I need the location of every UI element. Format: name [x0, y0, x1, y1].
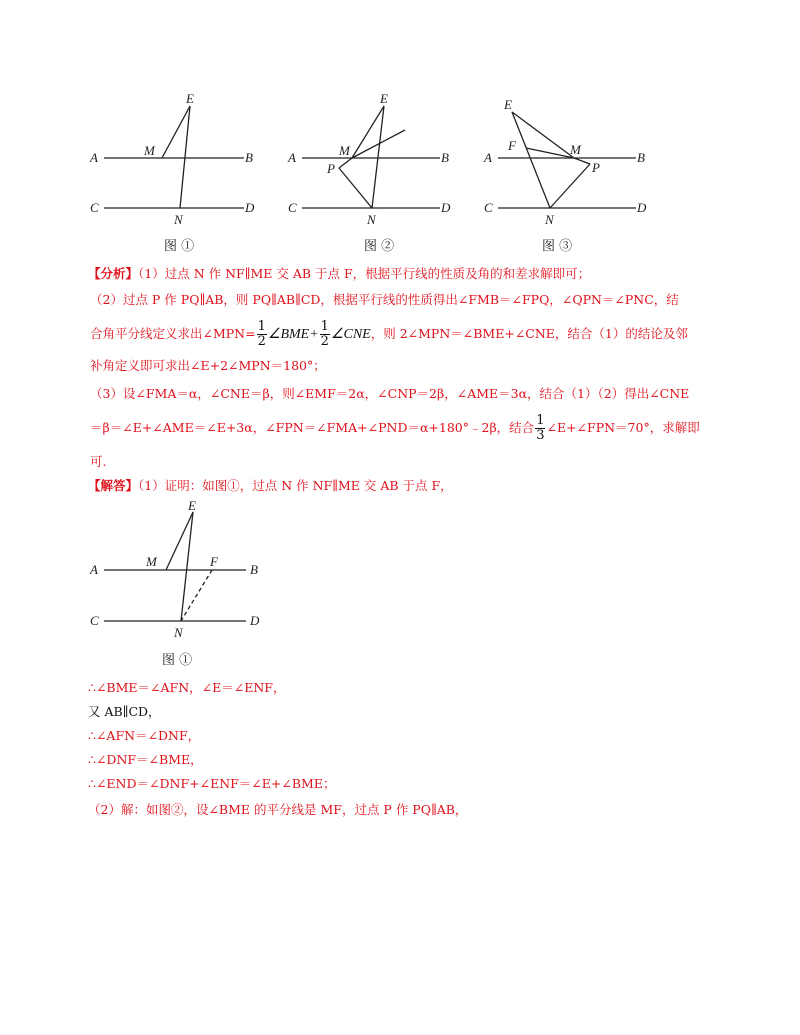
- figure-3-caption: 图 ③: [542, 239, 573, 254]
- segment-mp: [339, 158, 352, 168]
- segment-pn: [550, 164, 590, 208]
- solution-step-3: [88, 728, 200, 744]
- segment-en: [372, 106, 384, 208]
- label-m: M: [144, 143, 155, 158]
- label-m: M: [570, 142, 581, 157]
- solution-step-6: [88, 802, 467, 818]
- analysis-text: ，则 2∠MPN＝∠BME+∠CNE，结合（1）的结论及邻: [370, 326, 688, 341]
- label-d: D: [441, 200, 451, 215]
- label-m: M: [339, 143, 350, 158]
- segment-en: [181, 512, 193, 621]
- analysis-line-1: [88, 266, 590, 282]
- analysis-text: ＝β＝∠E+∠AME＝∠E+3α，∠FPN＝∠FMA+∠PND＝α+180°﹣2β，结合: [90, 420, 535, 435]
- solution-step-text: ∴∠END＝∠DNF+∠ENF＝∠E+∠BME；: [88, 776, 336, 791]
- label-a: A: [90, 562, 98, 577]
- analysis-line-4: [90, 358, 326, 374]
- figure-1-caption: 图 ①: [164, 239, 195, 254]
- label-n: N: [174, 625, 183, 640]
- figure-2: [284, 92, 459, 257]
- label-n: N: [367, 212, 376, 227]
- solution-step-text: ∴∠AFN＝∠DNF，: [88, 728, 201, 743]
- solution-step-text: （2）解：如图②，设∠BME 的平分线是 MF，过点 P 作 PQ∥AB，: [88, 802, 468, 817]
- label-b: B: [441, 150, 449, 165]
- figure-1-diagram: [86, 92, 256, 257]
- figure-4-diagram: [88, 500, 263, 670]
- label-p: P: [327, 161, 335, 176]
- solution-step-5: [88, 776, 335, 792]
- analysis-text: （3）设∠FMA＝α，∠CNE＝β，则∠EMF＝2α，∠CNP＝2β，∠AME＝3α，结合（1）（2）得出∠CNE: [90, 386, 690, 401]
- label-n: N: [545, 212, 554, 227]
- fraction-one-half-a: $\frac{1}{2}$: [257, 319, 266, 349]
- analysis-text: 合角平分线定义求出∠MPN=: [90, 326, 256, 341]
- label-b: B: [245, 150, 253, 165]
- analysis-line-3: [90, 316, 688, 353]
- figure-4: [88, 500, 263, 670]
- label-e: E: [186, 91, 194, 106]
- analysis-text: 可.: [90, 454, 107, 469]
- term-cne: ∠CNE: [330, 327, 371, 342]
- label-n: N: [174, 212, 183, 227]
- solution-step-text: ∴∠BME＝∠AFN，∠E＝∠ENF，: [88, 680, 286, 695]
- label-c: C: [90, 613, 99, 628]
- analysis-text: 补角定义即可求出∠E+2∠MPN＝180°；: [90, 358, 326, 373]
- label-a: A: [484, 150, 492, 165]
- figure-1: [86, 92, 256, 257]
- label-d: D: [245, 200, 255, 215]
- fraction-one-third: $\frac{1}{3}$: [536, 413, 545, 443]
- label-d: D: [637, 200, 647, 215]
- solution-step-1: [88, 680, 285, 696]
- analysis-line-6: [90, 410, 700, 446]
- label-e: E: [188, 498, 196, 513]
- figure-3: [480, 92, 655, 257]
- label-f: F: [210, 554, 218, 569]
- solution-step-text: 又 AB∥CD，: [88, 704, 161, 719]
- label-c: C: [90, 200, 99, 215]
- segment-mp: [574, 158, 590, 164]
- analysis-tag: 【分析】: [88, 266, 139, 281]
- analysis-text: （2）过点 P 作 PQ∥AB，则 PQ∥AB∥CD，根据平行线的性质得出∠FMB＝∠FPQ，∠QPN＝∠PNC，结: [90, 292, 679, 307]
- analysis-line-7: [90, 454, 106, 470]
- fraction-one-half-b: $\frac{1}{2}$: [320, 319, 329, 349]
- term-bme: ∠BME+: [267, 327, 319, 342]
- label-m: M: [146, 554, 157, 569]
- label-d: D: [250, 613, 260, 628]
- label-c: C: [288, 200, 297, 215]
- solution-line-1: [88, 478, 453, 494]
- solution-step-2: [88, 704, 161, 720]
- analysis-text: ∠E+∠FPN＝70°，求解即: [546, 420, 700, 435]
- analysis-text: （1）过点 N 作 NF∥ME 交 AB 于点 F，根据平行线的性质及角的和差求解即可；: [138, 266, 591, 281]
- label-f: F: [508, 138, 516, 153]
- label-e: E: [380, 91, 388, 106]
- segment-me: [166, 512, 193, 570]
- analysis-line-5: [90, 386, 689, 402]
- label-c: C: [484, 200, 493, 215]
- label-a: A: [90, 150, 98, 165]
- label-e: E: [504, 97, 512, 112]
- figure-4-caption: 图 ①: [162, 653, 193, 668]
- solution-step-4: [88, 752, 203, 768]
- segment-pn: [339, 168, 372, 208]
- label-b: B: [250, 562, 258, 577]
- label-a: A: [288, 150, 296, 165]
- analysis-line-2: [90, 292, 679, 308]
- figure-2-diagram: [284, 92, 459, 257]
- solution-text: （1）证明：如图①，过点 N 作 NF∥ME 交 AB 于点 F，: [138, 478, 453, 493]
- label-p: P: [592, 160, 600, 175]
- figure-2-caption: 图 ②: [364, 239, 395, 254]
- solution-step-text: ∴∠DNF＝∠BME，: [88, 752, 203, 767]
- solution-tag: 【解答】: [88, 478, 139, 493]
- figure-3-diagram: [480, 92, 655, 257]
- label-b: B: [637, 150, 645, 165]
